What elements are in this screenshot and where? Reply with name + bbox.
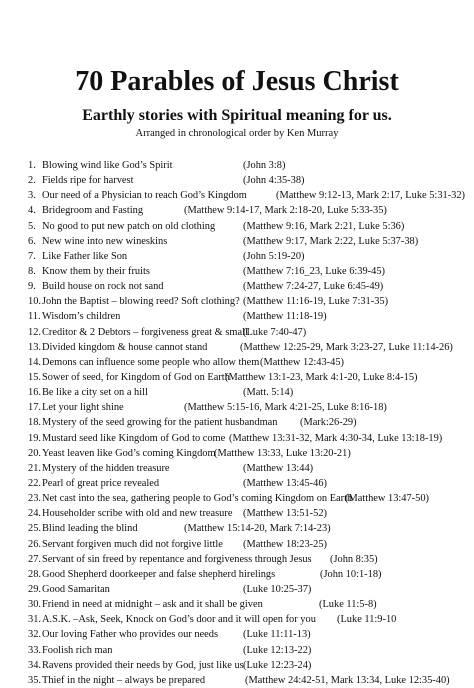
parable-number: 17. — [28, 402, 41, 414]
parable-row — [0, 491, 474, 506]
scripture-reference: (Matthew 5:15-16, Mark 4:21-25, Luke 8:16-18) — [184, 402, 387, 414]
parable-number: 28. — [28, 568, 41, 580]
parable-row — [0, 582, 474, 597]
parable-title: New wine into new wineskins — [42, 235, 168, 247]
parable-title: Creditor & 2 Debtors – forgiveness great & small — [42, 326, 248, 338]
parable-title: Yeast leaven like God’s coming Kingdom — [42, 447, 216, 459]
scripture-reference: (John 8:35) — [330, 553, 378, 565]
parable-title: Thief in the night – always be prepared — [42, 674, 206, 686]
scripture-reference: (Mark:26-29) — [300, 417, 357, 429]
parable-title: Bridegroom and Fasting — [42, 205, 144, 217]
parable-row — [0, 355, 474, 370]
parable-title: Demons can influence some people who allow them — [42, 356, 260, 368]
parable-row — [0, 673, 474, 688]
parable-row — [0, 537, 474, 552]
parable-title: Foolish rich man — [42, 644, 113, 656]
scripture-reference: (Luke 12:23-24) — [243, 659, 312, 671]
parable-title: Fields ripe for harvest — [42, 175, 134, 187]
scripture-reference: (Matthew 7:24-27, Luke 6:45-49) — [243, 281, 384, 293]
parable-number: 11. — [28, 311, 41, 323]
parable-title: Pearl of great price revealed — [42, 477, 160, 489]
parable-row — [0, 506, 474, 521]
parable-row — [0, 385, 474, 400]
parable-row — [0, 431, 474, 446]
parable-title: Our loving Father who provides our needs — [42, 629, 219, 641]
parable-number: 8. — [28, 265, 36, 277]
parable-row — [0, 279, 474, 294]
parable-title: Let your light shine — [42, 402, 124, 414]
parable-row — [0, 643, 474, 658]
parable-row — [0, 234, 474, 249]
parable-row — [0, 597, 474, 612]
parable-number: 10. — [28, 296, 41, 308]
parable-title: Good Samaritan — [42, 583, 110, 595]
parable-number: 13. — [28, 341, 41, 353]
parable-title: Net cast into the sea, gathering people to God’s coming Kingdom on Earth — [42, 493, 353, 505]
scripture-reference: (Matthew 11:16-19, Luke 7:31-35) — [243, 296, 389, 308]
scripture-reference: (Matthew 9:14-17, Mark 2:18-20, Luke 5:33-35) — [184, 205, 387, 217]
parable-number: 5. — [28, 220, 36, 232]
parable-number: 26. — [28, 538, 41, 550]
scripture-reference: (Matthew 13:44) — [243, 462, 314, 474]
scripture-reference: (Matthew 13:1-23, Mark 4:1-20, Luke 8:4-15) — [225, 371, 418, 383]
parable-number: 16. — [28, 387, 41, 399]
parable-number: 35. — [28, 674, 41, 686]
document-title: 70 Parables of Jesus Christ — [75, 66, 399, 97]
scripture-reference: (Matthew 18:23-25) — [243, 538, 327, 550]
scripture-reference: (Luke 11:5-8) — [319, 599, 377, 611]
scripture-reference: (Matthew 12:43-45) — [260, 356, 344, 368]
scripture-reference: (Matthew 24:42-51, Mark 13:34, Luke 12:35-40) — [245, 674, 450, 686]
parable-row — [0, 249, 474, 264]
parable-title: Be like a city set on a hill — [42, 387, 148, 399]
scripture-reference: (Matthew 13:33, Luke 13:20-21) — [214, 447, 351, 459]
scripture-reference: (Matthew 11:18-19) — [243, 311, 327, 323]
parable-row — [0, 203, 474, 218]
document-subtitle: Earthly stories with Spiritual meaning for us. — [82, 107, 392, 124]
scripture-reference: (Matthew 9:17, Mark 2:22, Luke 5:37-38) — [243, 235, 419, 247]
scripture-reference: (Matthew 13:45-46) — [243, 477, 327, 489]
parable-title: Ravens provided their needs by God, just like us — [42, 659, 244, 671]
parable-row — [0, 552, 474, 567]
parable-title: Build house on rock not sand — [42, 281, 164, 293]
parable-number: 21. — [28, 462, 41, 474]
scripture-reference: (Matthew 7:16_23, Luke 6:39-45) — [243, 265, 385, 277]
parable-number: 20. — [28, 447, 41, 459]
parable-number: 22. — [28, 477, 41, 489]
parable-row — [0, 446, 474, 461]
scripture-reference: (Matthew 13:31-32, Mark 4:30-34, Luke 13:18-19) — [229, 432, 443, 444]
scripture-reference: (Luke 10:25-37) — [243, 583, 312, 595]
scripture-reference: (John 10:1-18) — [320, 568, 382, 580]
parable-title: Blowing wind like God’s Spirit — [42, 160, 173, 171]
parable-title: Our need of a Physician to reach God’s Kingdom — [42, 190, 247, 202]
parable-row — [0, 461, 474, 476]
parable-row — [0, 476, 474, 491]
parable-title: John the Baptist – blowing reed? Soft clothing? — [42, 296, 240, 308]
parable-number: 33. — [28, 644, 41, 656]
parable-number: 6. — [28, 235, 36, 247]
parable-title: Know them by their fruits — [42, 265, 150, 277]
parable-number: 15. — [28, 371, 41, 383]
parable-title: Mystery of the hidden treasure — [42, 462, 170, 474]
parable-row — [0, 219, 474, 234]
scripture-reference: (Matthew 15:14-20, Mark 7:14-23) — [184, 523, 331, 535]
parable-title: Householder scribe with old and new treasure — [42, 508, 233, 520]
parable-title: Sower of seed, for Kingdom of God on Earth — [42, 371, 230, 383]
parable-number: 27. — [28, 553, 41, 565]
parable-row — [0, 370, 474, 385]
parable-number: 23. — [28, 493, 41, 505]
parable-number: 19. — [28, 432, 41, 444]
parable-number: 30. — [28, 599, 41, 611]
parable-title: Mystery of the seed growing for the patient husbandman — [42, 417, 278, 429]
scripture-reference: (Matthew 13:51-52) — [243, 508, 327, 520]
parable-row — [0, 627, 474, 642]
parable-number: 29. — [28, 583, 41, 595]
parable-number: 14. — [28, 356, 41, 368]
document-credit: Arranged in chronological order by Ken Murray — [135, 128, 339, 139]
parable-number: 12. — [28, 326, 41, 338]
parable-row — [0, 188, 474, 203]
parable-title: Mustard seed like Kingdom of God to come — [42, 432, 226, 444]
parable-number: 18. — [28, 417, 41, 429]
parable-title: Servant forgiven much did not forgive little — [42, 538, 223, 550]
scripture-reference: (John 5:19-20) — [243, 250, 305, 262]
parable-title: Friend in need at midnight – ask and it shall be given — [42, 599, 263, 611]
parable-number: 25. — [28, 523, 41, 535]
parable-number: 24. — [28, 508, 41, 520]
parable-number: 7. — [28, 250, 36, 262]
parable-row — [0, 340, 474, 355]
parable-title: Servant of sin freed by repentance and forgiveness through Jesus — [42, 553, 312, 565]
scripture-reference: (Matt. 5:14) — [243, 387, 294, 399]
parable-row — [0, 612, 474, 627]
parable-number: 9. — [28, 281, 36, 293]
scripture-reference: (Matthew 9:16, Mark 2:21, Luke 5:36) — [243, 220, 405, 232]
parable-row — [0, 294, 474, 309]
scripture-reference: (Matthew 9:12-13, Mark 2:17, Luke 5:31-32) — [276, 190, 466, 202]
parable-title: A.S.K. –Ask, Seek, Knock on God’s door and it will open for you — [42, 614, 316, 626]
parable-number: 32. — [28, 629, 41, 641]
scripture-reference: (Luke 11:11-13) — [243, 629, 311, 641]
parable-row — [0, 309, 474, 324]
parable-row — [0, 567, 474, 582]
parable-number: 1. — [28, 160, 36, 171]
parable-title: Like Father like Son — [42, 250, 128, 262]
parable-number: 2. — [28, 175, 36, 187]
parable-list — [0, 158, 474, 688]
scripture-reference: (Luke 11:9-10 — [337, 614, 397, 626]
scripture-reference: (Luke 7:40-47) — [243, 326, 307, 338]
parable-title: Good Shepherd doorkeeper and false shepherd hirelings — [42, 568, 276, 580]
scripture-reference: (Luke 12:13-22) — [243, 644, 312, 656]
parable-row — [0, 173, 474, 188]
parable-row — [0, 325, 474, 340]
parable-title: Divided kingdom & house cannot stand — [42, 341, 208, 353]
parable-number: 31. — [28, 614, 41, 626]
parable-row — [0, 658, 474, 673]
parable-title: No good to put new patch on old clothing — [42, 220, 216, 232]
parable-title: Blind leading the blind — [42, 523, 138, 535]
parable-row — [0, 415, 474, 430]
scripture-reference: (John 3:8) — [243, 160, 286, 171]
parable-row — [0, 158, 474, 173]
scripture-reference: (Matthew 12:25-29, Mark 3:23-27, Luke 11:14-26) — [240, 341, 453, 353]
scripture-reference: (John 4:35-38) — [243, 175, 305, 187]
scripture-reference: (Matthew 13:47-50) — [345, 493, 429, 505]
parable-row — [0, 264, 474, 279]
parable-row — [0, 400, 474, 415]
parable-number: 3. — [28, 190, 36, 202]
parable-number: 34. — [28, 659, 41, 671]
parable-title: Wisdom’s children — [42, 311, 121, 323]
parable-number: 4. — [28, 205, 36, 217]
parable-row — [0, 521, 474, 536]
